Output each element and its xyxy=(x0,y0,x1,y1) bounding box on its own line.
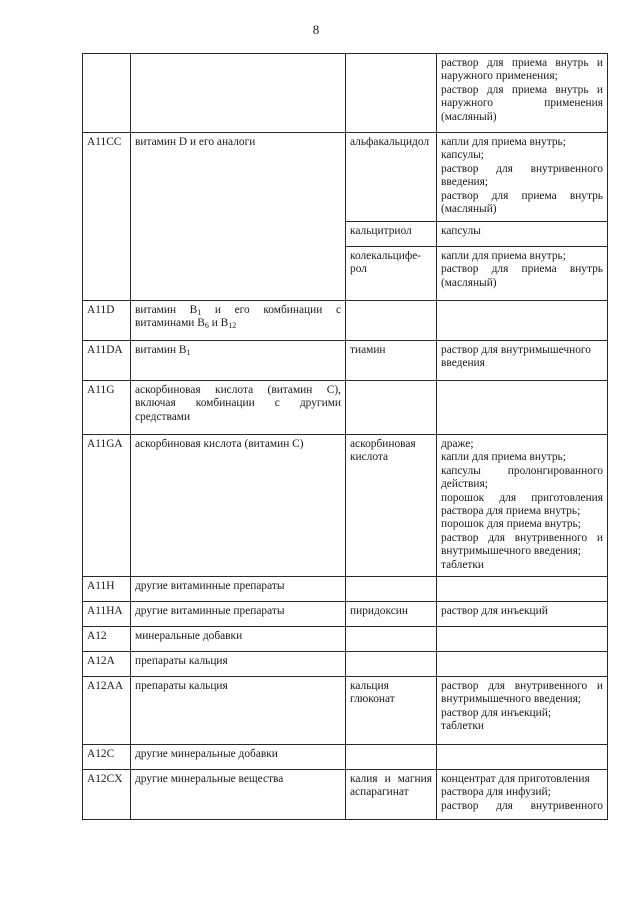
table-row xyxy=(83,577,608,602)
name-cell: препараты кальция xyxy=(131,652,346,677)
drug-cell xyxy=(346,435,437,577)
table-row xyxy=(83,627,608,652)
drug-line: кислота xyxy=(350,451,389,464)
code-cell: A12C xyxy=(83,745,131,770)
code-cell: A11G xyxy=(83,381,131,435)
form-line: (масляный) xyxy=(441,110,497,123)
code-cell: A11GA xyxy=(83,435,131,577)
forms-cell xyxy=(437,341,608,381)
drug-line: калия и магния xyxy=(350,773,432,786)
form-line: капсулы; xyxy=(441,149,484,162)
form-line: наружного применения; xyxy=(441,70,558,83)
form-line: капли для приема внутрь; xyxy=(441,250,566,262)
name-line: средствами xyxy=(135,410,191,423)
form-line: внутримышечного введения; xyxy=(441,693,581,706)
drug-cell xyxy=(346,577,437,602)
forms-cell xyxy=(437,770,608,820)
forms-cell xyxy=(437,745,608,770)
form-line: введения xyxy=(441,357,485,370)
drug-cell: альфакальцидол xyxy=(346,133,437,222)
form-line: раствора для инфузий; xyxy=(441,786,551,799)
name-line: витамин $B_1$ и его комбинации с xyxy=(135,304,341,317)
table-row xyxy=(83,381,608,435)
drug-line: аскорбиновая xyxy=(350,438,416,450)
table-row xyxy=(83,652,608,677)
code-cell: A12AA xyxy=(83,677,131,745)
name-cell: минеральные добавки xyxy=(131,627,346,652)
forms-cell xyxy=(437,247,608,301)
form-line: порошок для приготовления xyxy=(441,491,603,504)
drug-line: рол xyxy=(350,263,367,276)
table-row xyxy=(83,745,608,770)
table-row xyxy=(83,301,608,341)
code-cell: A12 xyxy=(83,627,131,652)
forms-cell xyxy=(437,577,608,602)
forms-cell xyxy=(437,677,608,745)
form-line: (масляный) xyxy=(441,203,497,216)
drug-cell xyxy=(346,54,437,133)
name-cell: другие витаминные препараты xyxy=(131,577,346,602)
forms-cell xyxy=(437,627,608,652)
form-line: таблетки xyxy=(441,720,485,733)
drug-cell xyxy=(346,301,437,341)
drug-cell xyxy=(346,677,437,745)
name-line: аскорбиновая кислота (витамин С), xyxy=(135,384,341,396)
drug-cell xyxy=(346,770,437,820)
form-line: раствор для внутривенного и xyxy=(441,680,603,693)
code-cell: A12CX xyxy=(83,770,131,820)
form-line: раствор для внутривенного и xyxy=(441,531,603,544)
code-cell: A11H xyxy=(83,577,131,602)
table-row xyxy=(83,133,608,222)
page-number: 8 xyxy=(312,22,320,37)
table-row xyxy=(83,770,608,820)
name-cell: аскорбиновая кислота (витамин С) xyxy=(131,435,346,577)
form-line: раствора для приема внутрь; xyxy=(441,505,581,518)
drug-cell: пиридоксин xyxy=(346,602,437,627)
table-row xyxy=(83,435,608,577)
code-cell: A11DA xyxy=(83,341,131,381)
forms-cell xyxy=(437,652,608,677)
form-line: (масляный) xyxy=(441,276,497,289)
table-row xyxy=(83,602,608,627)
name-cell: другие витаминные препараты xyxy=(131,602,346,627)
atc-drug-table xyxy=(82,53,608,820)
drug-cell: тиамин xyxy=(346,341,437,381)
name-cell: препараты кальция xyxy=(131,677,346,745)
drug-line: аспарагинат xyxy=(350,786,409,799)
form-line: порошок для приема внутрь; xyxy=(441,518,581,531)
form-line: наружного применения xyxy=(441,97,603,110)
forms-cell xyxy=(437,54,608,133)
form-line: действия; xyxy=(441,478,488,491)
name-cell xyxy=(131,301,346,341)
form-line: раствор для приема внутрь и xyxy=(441,83,603,96)
form-line: раствор для инъекций xyxy=(441,605,548,618)
form-line: таблетки xyxy=(441,558,485,571)
name-cell xyxy=(131,381,346,435)
drug-cell: кальцитриол xyxy=(346,222,437,247)
form-line: раствор для инъекций; xyxy=(441,706,552,719)
name-cell xyxy=(131,54,346,133)
form-line: введения; xyxy=(441,176,489,189)
name-line: включая комбинации с другими xyxy=(135,397,341,410)
form-line: раствор для внутривенного xyxy=(441,799,603,812)
name-cell: другие минеральные добавки xyxy=(131,745,346,770)
name-line: витаминами $B_6$ и $B_{12}$ xyxy=(135,317,237,331)
drug-line: колекальцифе- xyxy=(350,250,422,262)
code-cell: A12A xyxy=(83,652,131,677)
form-line: капли для приема внутрь; xyxy=(441,136,566,148)
form-line: внутримышечного введения; xyxy=(441,545,581,558)
drug-line: кальция xyxy=(350,680,389,693)
forms-cell xyxy=(437,381,608,435)
form-line: капсулы пролонгированного xyxy=(441,464,603,477)
code-cell: A11HA xyxy=(83,602,131,627)
form-line: драже; xyxy=(441,438,474,450)
name-cell: витамин $B_1$ xyxy=(131,341,346,381)
form-line: раствор для приема внутрь и xyxy=(441,57,603,69)
name-cell: витамин D и его аналоги xyxy=(131,133,346,301)
form-line: раствор для приема внутрь xyxy=(441,189,603,202)
drug-cell xyxy=(346,745,437,770)
forms-cell xyxy=(437,602,608,627)
code-cell: A11CC xyxy=(83,133,131,301)
drug-cell xyxy=(346,247,437,301)
form-line: капли для приема внутрь; xyxy=(441,451,566,464)
drug-cell xyxy=(346,381,437,435)
form-line: капсулы xyxy=(441,225,481,237)
drug-line: глюконат xyxy=(350,693,395,706)
table-row xyxy=(83,54,608,133)
forms-cell xyxy=(437,435,608,577)
form-line: концентрат для приготовления xyxy=(441,773,590,786)
form-line: раствор для внутримышечного xyxy=(441,344,591,356)
code-cell: A11D xyxy=(83,301,131,341)
form-line: раствор для внутривенного xyxy=(441,162,603,175)
forms-cell xyxy=(437,222,608,247)
name-cell: другие минеральные вещества xyxy=(131,770,346,820)
table-row xyxy=(83,677,608,745)
table-row xyxy=(83,341,608,381)
forms-cell xyxy=(437,301,608,341)
form-line: раствор для приема внутрь xyxy=(441,263,603,276)
code-cell xyxy=(83,54,131,133)
forms-cell xyxy=(437,133,608,222)
drug-cell xyxy=(346,627,437,652)
drug-cell xyxy=(346,652,437,677)
